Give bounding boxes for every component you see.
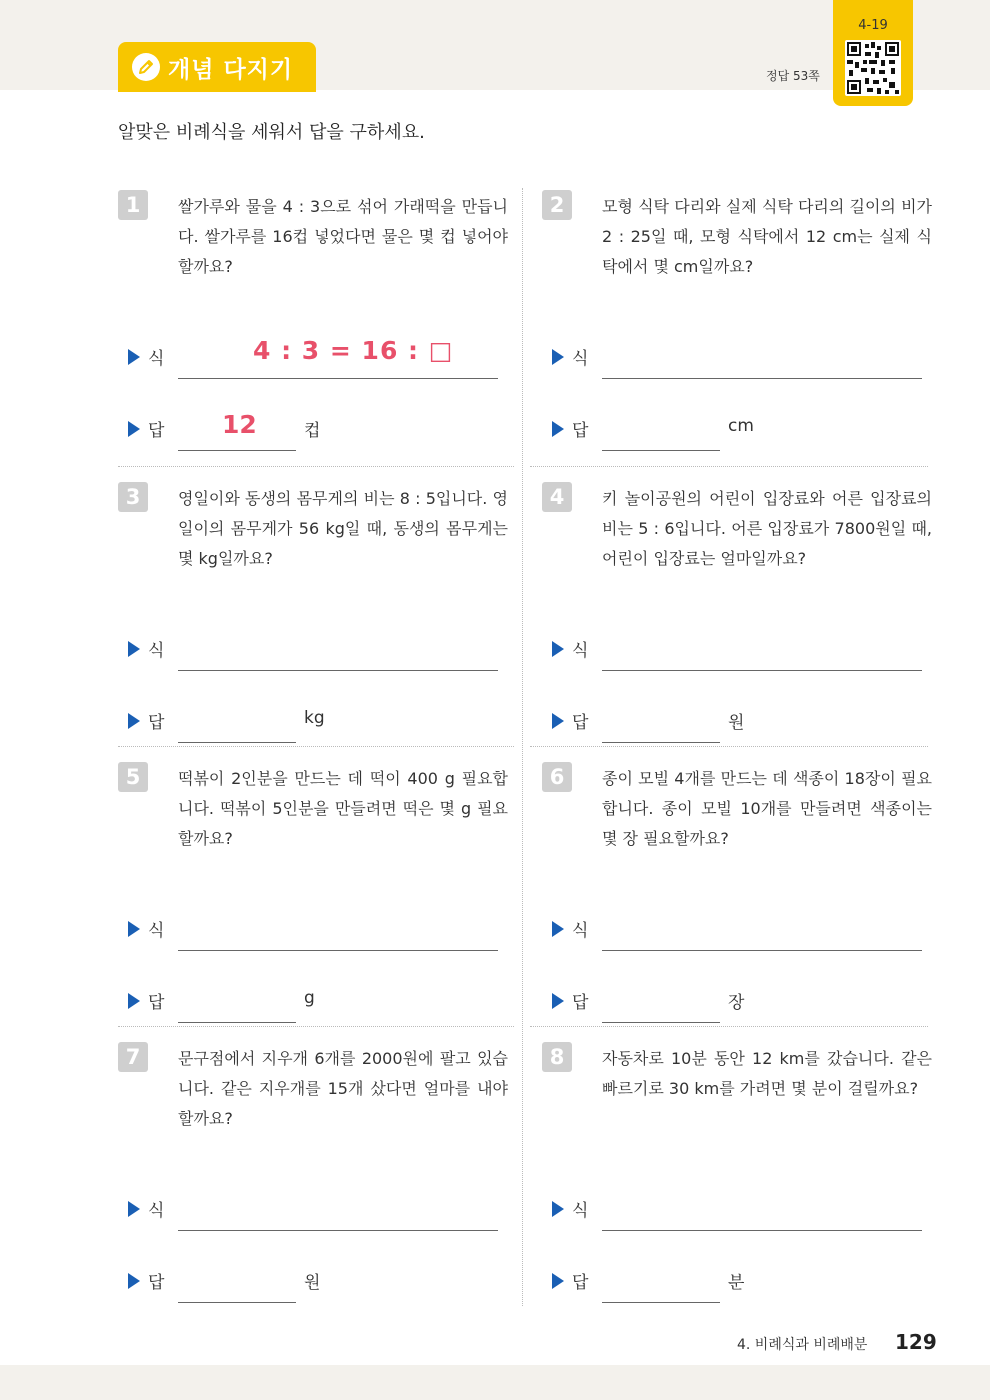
problem-number: 3 — [118, 482, 148, 512]
sik-text: 식 — [148, 1201, 165, 1221]
answer-label — [128, 416, 164, 441]
equation-label — [128, 344, 164, 369]
sik-text: 식 — [148, 921, 165, 941]
equation-label — [128, 1196, 164, 1221]
sik-text: 식 — [572, 921, 589, 941]
pencil-icon — [132, 53, 160, 81]
problem-3 — [118, 482, 538, 762]
problem-4 — [542, 482, 962, 762]
triangle-bullet-icon — [128, 421, 140, 437]
triangle-bullet-icon — [128, 349, 140, 365]
equation-label — [552, 1196, 588, 1221]
answer-unit: 원 — [728, 713, 745, 733]
bottom-band — [0, 1365, 990, 1400]
answer-line[interactable] — [178, 450, 296, 451]
triangle-bullet-icon — [552, 349, 564, 365]
answer-line[interactable] — [602, 1022, 720, 1023]
qr-code[interactable] — [845, 40, 901, 96]
equation-label — [552, 344, 588, 369]
qr-label: 4-19 — [858, 18, 888, 33]
sik-text: 식 — [572, 1201, 589, 1221]
answer-unit: cm — [728, 416, 754, 436]
answer-line[interactable] — [178, 742, 296, 743]
triangle-bullet-icon — [552, 993, 564, 1009]
section-title: 개념 다지기 — [168, 56, 294, 83]
triangle-bullet-icon — [128, 1201, 140, 1217]
problem-number: 1 — [118, 190, 148, 220]
answer-unit: 분 — [728, 1273, 745, 1293]
answer-reference: 정답 53쪽 — [766, 69, 820, 83]
problem-text: 쌀가루와 물을 4 : 3으로 섞어 가래떡을 만듭니다. 쌀가루를 16컵 넣었다면 물은 몇 컵 넣어야 할까요? — [178, 197, 508, 276]
answer-line[interactable] — [178, 1302, 296, 1303]
handwritten-answer: 12 — [222, 410, 257, 439]
problem-number: 2 — [542, 190, 572, 220]
equation-answer-line[interactable] — [178, 950, 498, 951]
equation-answer-line[interactable] — [178, 1230, 498, 1231]
problem-text: 종이 모빌 4개를 만드는 데 색종이 18장이 필요합니다. 종이 모빌 10개를 만들려면 색종이는 몇 장 필요할까요? — [602, 769, 932, 848]
triangle-bullet-icon — [128, 921, 140, 937]
triangle-bullet-icon — [552, 921, 564, 937]
page-number: 129 — [895, 1330, 937, 1354]
problem-text: 영일이와 동생의 몸무게의 비는 8 : 5입니다. 영일이의 몸무게가 56 kg일 때, 동생의 몸무게는 몇 kg일까요? — [178, 489, 508, 568]
answer-label — [552, 988, 588, 1013]
equation-answer-line[interactable] — [602, 378, 922, 379]
problem-text: 모형 식탁 다리와 실제 식탁 다리의 길이의 비가 2 : 25일 때, 모형 식탁에서 12 cm는 실제 식탁에서 몇 cm일까요? — [602, 197, 932, 276]
problem-text: 떡볶이 2인분을 만드는 데 떡이 400 g 필요합니다. 떡볶이 5인분을 만들려면 떡은 몇 g 필요할까요? — [178, 769, 508, 848]
answer-label — [128, 988, 164, 1013]
answer-line[interactable] — [602, 1302, 720, 1303]
problem-number: 7 — [118, 1042, 148, 1072]
qr-tab — [833, 0, 913, 106]
triangle-bullet-icon — [552, 641, 564, 657]
answer-unit: kg — [304, 708, 325, 728]
equation-label — [552, 916, 588, 941]
dap-text: 답 — [572, 1273, 589, 1293]
triangle-bullet-icon — [552, 1273, 564, 1289]
problem-5 — [118, 762, 538, 1042]
equation-answer-line[interactable] — [602, 1230, 922, 1231]
answer-label — [128, 708, 164, 733]
equation-answer-line[interactable] — [178, 670, 498, 671]
dap-text: 답 — [148, 1273, 165, 1293]
equation-answer-line[interactable] — [178, 378, 498, 379]
problem-6 — [542, 762, 962, 1042]
answer-unit: 컵 — [304, 421, 321, 441]
problem-7 — [118, 1042, 538, 1322]
equation-answer-line[interactable] — [602, 950, 922, 951]
answer-label — [552, 416, 588, 441]
answer-unit: 장 — [728, 993, 745, 1013]
triangle-bullet-icon — [552, 1201, 564, 1217]
equation-label — [128, 636, 164, 661]
problem-number: 6 — [542, 762, 572, 792]
dap-text: 답 — [572, 993, 589, 1013]
equation-label — [128, 916, 164, 941]
answer-line[interactable] — [602, 450, 720, 451]
handwritten-equation: 4 : 3 = 16 : □ — [253, 336, 454, 365]
problem-text: 문구점에서 지우개 6개를 2000원에 팔고 있습니다. 같은 지우개를 15개 샀다면 얼마를 내야 할까요? — [178, 1049, 508, 1128]
answer-label — [128, 1268, 164, 1293]
answer-unit: g — [304, 988, 315, 1008]
problem-number: 8 — [542, 1042, 572, 1072]
sik-text: 식 — [572, 349, 589, 369]
instruction-text: 알맞은 비례식을 세워서 답을 구하세요. — [118, 122, 425, 143]
equation-label — [552, 636, 588, 661]
problem-number: 4 — [542, 482, 572, 512]
sik-text: 식 — [148, 349, 165, 369]
triangle-bullet-icon — [128, 1273, 140, 1289]
equation-answer-line[interactable] — [602, 670, 922, 671]
answer-label — [552, 1268, 588, 1293]
problem-text: 자동차로 10분 동안 12 km를 갔습니다. 같은 빠르기로 30 km를 가려면 몇 분이 걸릴까요? — [602, 1049, 932, 1098]
dap-text: 답 — [572, 713, 589, 733]
answer-unit: 원 — [304, 1273, 321, 1293]
dap-text: 답 — [148, 993, 165, 1013]
triangle-bullet-icon — [128, 993, 140, 1009]
answer-label — [552, 708, 588, 733]
sik-text: 식 — [572, 641, 589, 661]
problem-number: 5 — [118, 762, 148, 792]
problem-8 — [542, 1042, 962, 1322]
triangle-bullet-icon — [128, 641, 140, 657]
answer-line[interactable] — [178, 1022, 296, 1023]
sik-text: 식 — [148, 641, 165, 661]
triangle-bullet-icon — [552, 713, 564, 729]
problem-2 — [542, 190, 962, 470]
triangle-bullet-icon — [128, 713, 140, 729]
problem-1 — [118, 190, 538, 470]
answer-line[interactable] — [602, 742, 720, 743]
footer-chapter: 4. 비례식과 비례배분 — [737, 1337, 868, 1353]
dap-text: 답 — [572, 421, 589, 441]
dap-text: 답 — [148, 421, 165, 441]
dap-text: 답 — [148, 713, 165, 733]
triangle-bullet-icon — [552, 421, 564, 437]
problem-text: 키 놀이공원의 어린이 입장료와 어른 입장료의 비는 5 : 6입니다. 어른 입장료가 7800원일 때, 어린이 입장료는 얼마일까요? — [602, 489, 932, 568]
section-badge — [118, 42, 316, 92]
